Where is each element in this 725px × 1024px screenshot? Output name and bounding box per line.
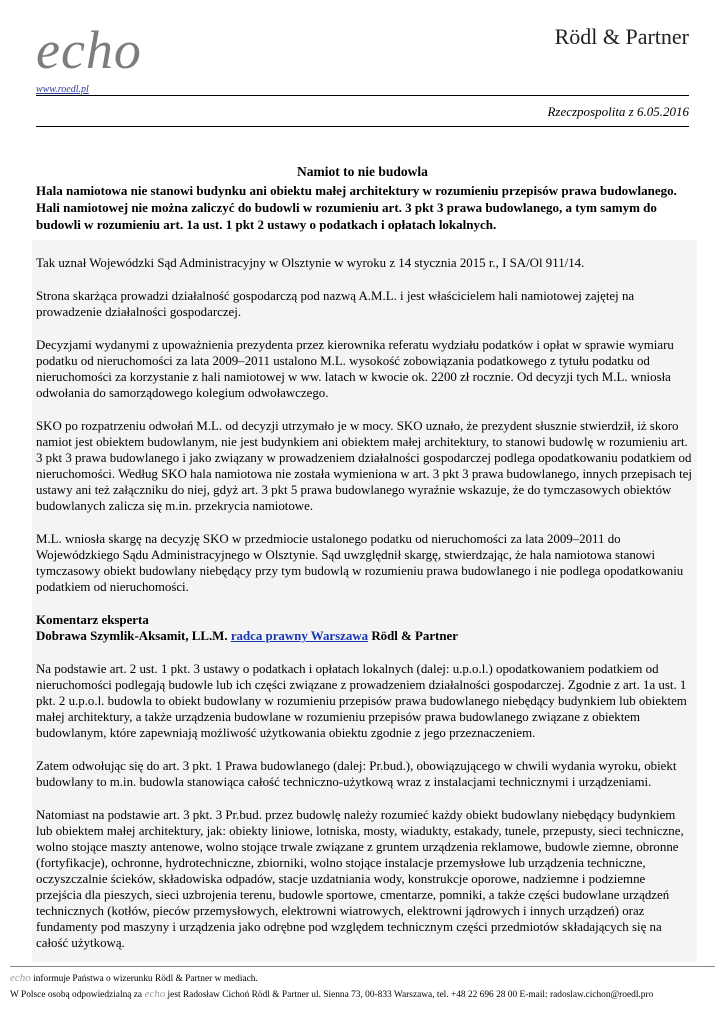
- paragraph: Strona skarżąca prowadzi działalność gospodarczą pod nazwą A.M.L. i jest właścicielem hali namiotowej zajętej na prowadzenie działalności gospodarczej.: [36, 289, 635, 319]
- paragraph: Natomiast na podstawie art. 3 pkt. 3 Pr.bud. przez budowlę należy rozumieć każdy obiekt budowlany niebędący budynkiem lub obiektem małej architektury, jak: obiekty liniowe, lotniska, mosty, wiadukty, estakady, tunele, przepusty, sieci techniczne, wolno stojące maszty antenowe, wolno stojące trwale związane z gruntem urządzenia reklamowe, budowle ziemne, obronne (fortyfikacje), ochronne, hydrotechniczne, zbiorniki, wolno stojące instalacje przemysłowe lub urządzenia techniczne, oczyszczalnie ścieków, składowiska odpadów, stacje uzdatniania wody, konstrukcje oporowe, nadziemne i podziemne przejścia dla pieszych, sieci uzbrojenia terenu, budowle sportowe, cmentarze, pomniki, a także części budowlane urządzeń technicznych (kotłów, pieców przemysłowych, elektrowni wiatrowych, elektrowni jądrowych i innych urządzeń) oraz fundamenty pod maszyny i urządzenia jako odrębne pod względem technicznym części przedmiotów składających się na całość użytkową.: [36, 808, 684, 950]
- comment-author: Dobrawa Szymlik-Aksamit, LL.M.: [36, 629, 228, 643]
- paragraph: SKO po rozpatrzeniu odwołań M.L. od decyzji utrzymało je w mocy. SKO uznało, że prezydent słusznie stwierdził, iż skoro namiot jest obiektem budowlanym, nie jest budynkiem ani obiektem małej architektury, to stanowi budowlę w rozumieniu art. 3 pkt 3 prawa budowlanego i jako związany w prowadzeniem działalności gospodarczej podlega opodatkowaniu podatkiem od nieruchomości. Według SKO hala namiotowa nie została wymieniona w art. 3 pkt 3 prawa budowlanego, innych przepisach tej ustawy ani też załączniku do niej, gdyż art. 3 pkt 5 prawa budowlanego wyraźnie wskazuje, że do tymczasowych obiektów budowlanych zalicza się m.in. przekrycia namiotowe.: [36, 419, 692, 513]
- footer-line-2: [10, 987, 715, 1003]
- paragraph: M.L. wniosła skargę na decyzję SKO w przedmiocie ustalonego podatku od nieruchomości za lata 2009–2011 do Wojewódzkiego Sądu Administracyjnego w Olsztynie. Sąd uwzględnił skargę, stwierdzając, że hala namiotowa stanowi tymczasowy obiekt budowlany niebędący przy tym budowlą w rozumieniu prawa budowlanego i nie podlega opodatkowaniu podatkiem od nieruchomości.: [36, 532, 684, 594]
- footer-echo-logo: echo: [10, 972, 31, 984]
- page-footer: [10, 966, 715, 1003]
- expert-comment-heading: [36, 612, 693, 644]
- footer-echo-logo: echo: [144, 988, 166, 1000]
- echo-logo: echo: [36, 20, 142, 80]
- site-link[interactable]: www.roedl.pl: [36, 84, 89, 95]
- footer-contact: jest Radosław Cichoń Rödl & Partner ul. Sienna 73, 00-833 Warszawa, tel. +48 22 696 28 00 E-mail: radoslaw.cichon@roedl.pro: [165, 990, 654, 1000]
- article-lead: Hala namiotowa nie stanowi budynku ani obiektu małej architektury w rozumieniu przepisów prawa budowlanego. Hali namiotowej nie można zaliczyć do budowli w rozumieniu art. 3 pkt 3 prawa budowlanego, a tym samym do budowli w rozumieniu art. 1a ust. 1 pkt 2 ustawy o podatkach i opłatach lokalnych.: [36, 183, 677, 232]
- footer-text: W Polsce osobą odpowiedzialną za: [10, 990, 145, 1000]
- comment-heading: Komentarz eksperta: [36, 613, 149, 627]
- page-header: [0, 0, 725, 130]
- paragraph: Decyzjami wydanymi z upoważnienia prezydenta przez kierownika referatu wydziału podatków i opłat w sprawie wymiaru podatku od nieruchomości za lata 2009–2011 ustalono M.L. wysokość zobowiązania podatkowego z tytułu podatku od nieruchomości za korzystanie z hali namiotowej w ww. latach w kwocie ok. 2200 zł rocznie. Od decyzji tych M.L. wniosła odwołania do samorządowego kolegium odwoławczego.: [36, 338, 674, 400]
- comment-firm: Rödl & Partner: [371, 629, 458, 643]
- article-body: [32, 240, 697, 962]
- header-divider: [36, 95, 689, 96]
- header-divider-bottom: [36, 126, 689, 127]
- footer-text: informuje Państwa o wizerunku Rödl & Partner w mediach.: [30, 974, 258, 984]
- footer-line-1: [10, 971, 715, 987]
- paragraph: Zatem odwołując się do art. 3 pkt. 1 Prawa budowlanego (dalej: Pr.bud.), obowiązującego w chwili wydania wyroku, obiekt budowlany to m.in. budowla stanowiąca całość techniczno-użytkową wraz z instalacjami technicznymi i urządzeniami.: [36, 759, 677, 789]
- lawyer-link[interactable]: radca prawny Warszawa: [230, 629, 369, 643]
- paragraph: Tak uznał Wojewódzki Sąd Administracyjny w Olsztynie w wyroku z 14 stycznia 2015 r., I SA/Ol 911/14.: [36, 256, 585, 270]
- article-title: Namiot to nie budowla: [297, 164, 428, 179]
- paragraph: Na podstawie art. 2 ust. 1 pkt. 3 ustawy o podatkach i opłatach lokalnych (dalej: u.p.o.l.) opodatkowaniem podatkiem od nieruchomości podlegają budowle lub ich części związane z prowadzeniem działalności gospodarczej. Zgodnie z art. 1a ust. 1 pkt. 2 u.p.o.l. budowla to obiekt budowlany w rozumieniu przepisów prawa budowlanego niebędący budynkiem lub obiektem małej architektury, a także urządzenia budowlane w rozumieniu przepisów prawa budowlanego związane z obiektem budowlanym, które zapewniają możliwość użytkowania obiektu zgodnie z jego przeznaczeniem.: [36, 662, 687, 740]
- source-date: Rzeczpospolita z 6.05.2016: [547, 104, 689, 119]
- brand-name: Rödl & Partner: [554, 24, 689, 49]
